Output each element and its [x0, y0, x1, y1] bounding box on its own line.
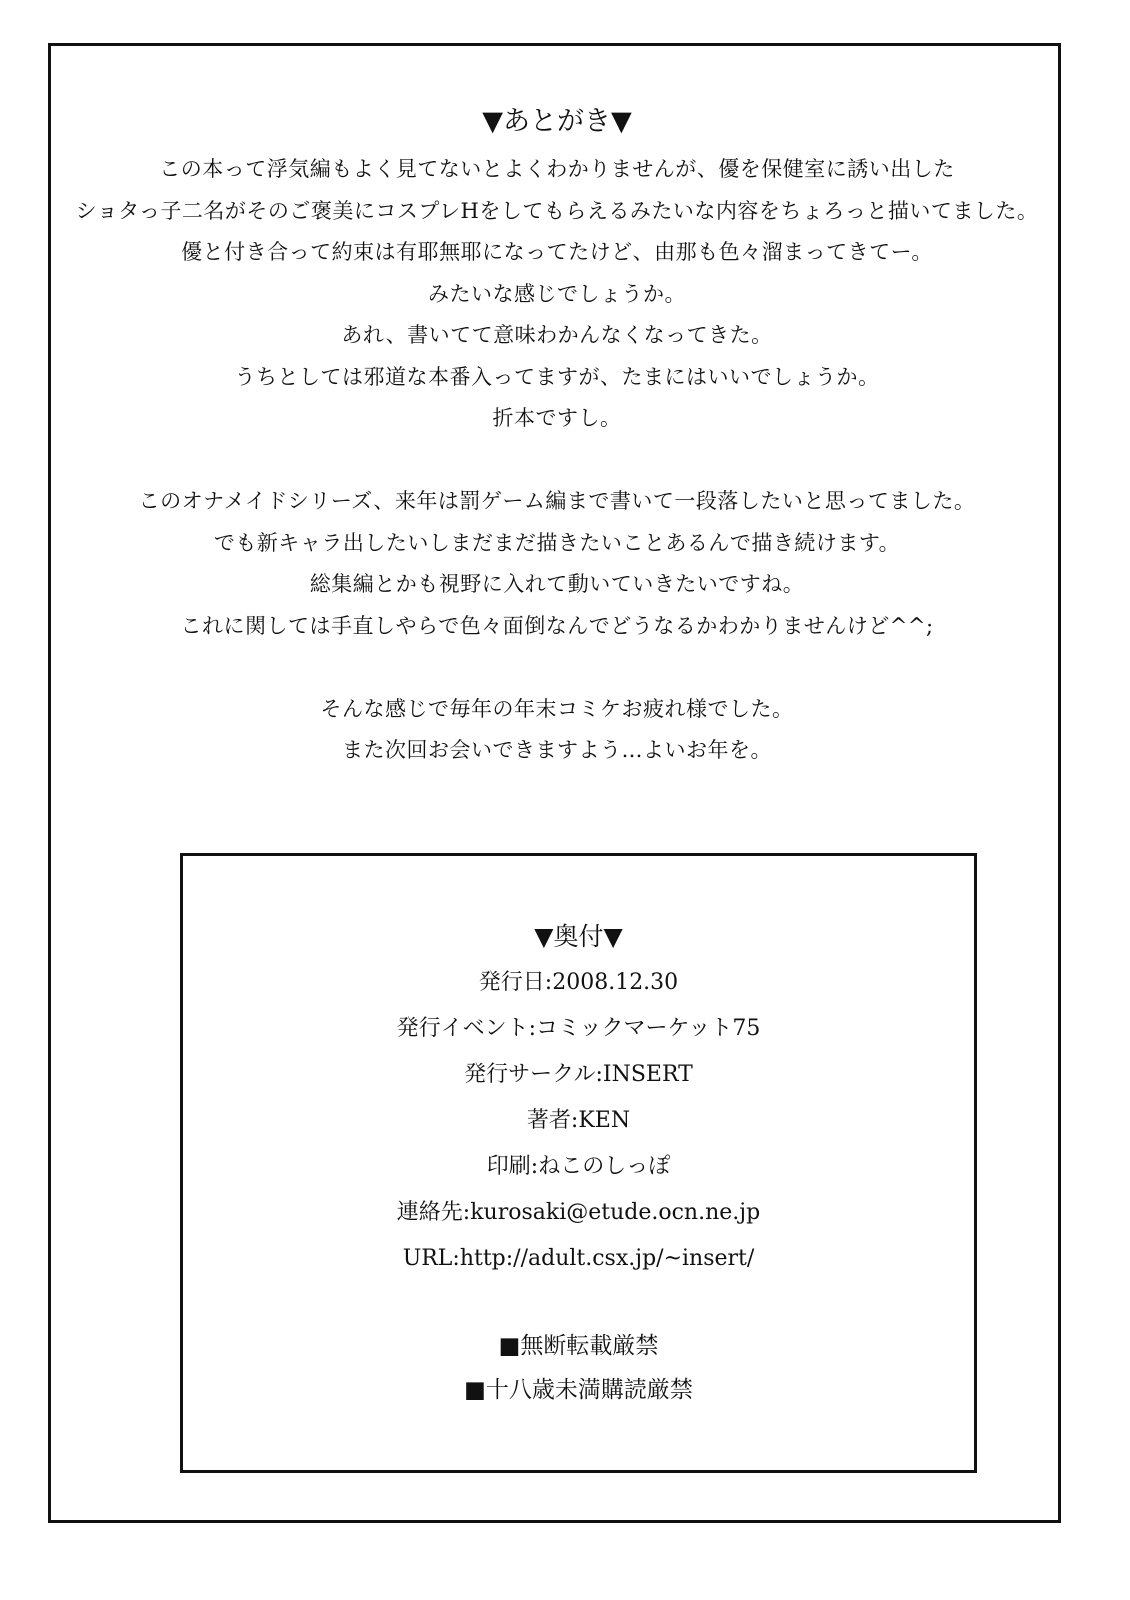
text-line: これに関しては手直しやらで色々面倒なんでどうなるかわかりませんけど^^; [180, 613, 934, 638]
colophon-title: ▼奥付▼ [534, 922, 623, 951]
paragraph-gap [52, 647, 1062, 689]
contact-email: 連絡先:kurosaki@etude.ocn.ne.jp [396, 1200, 761, 1225]
notice-block [183, 1324, 974, 1412]
publish-circle: 発行サークル:INSERT [464, 1062, 693, 1087]
text-line: このオナメイドシリーズ、来年は罰ゲーム編まで書いて一段落したいと思ってました。 [138, 489, 976, 513]
colophon-details [183, 914, 974, 1282]
text-line: 優と付き合って約束は有耶無耶になってたけど、由那も色々溜まってきてー。 [181, 240, 933, 264]
printer: 印刷:ねこのしっぽ [486, 1154, 671, 1179]
afterword-section [52, 95, 1062, 772]
text-line: でも新キャラ出したいしまだまだ描きたいことあるんで描き続けます。 [213, 530, 901, 555]
text-line: この本って浮気編もよく見てないとよくわかりませんが、優を保健室に誘い出した [159, 157, 955, 181]
afterword-paragraph-3 [52, 689, 1062, 772]
text-line: 総集編とかも視野に入れて動いていきたいですね。 [309, 572, 805, 596]
afterword-title: ▼あとがき▼ [482, 106, 632, 137]
publish-date: 発行日:2008.12.30 [478, 970, 679, 995]
colophon-box [180, 853, 977, 1473]
text-line: ショタっ子二名がそのご褒美にコスプレHをしてもらえるみたいな内容をちょろっと描いてました。 [75, 198, 1039, 223]
afterword-paragraph-2 [52, 481, 1062, 647]
text-line: うちとしては邪道な本番入ってますが、たまにはいいでしょうか。 [234, 364, 880, 389]
text-line: あれ、書いてて意味わかんなくなってきた。 [341, 323, 773, 347]
afterword-paragraph-1 [52, 149, 1062, 440]
website-url: URL:http://adult.csx.jp/~insert/ [402, 1246, 755, 1271]
text-line: 折本ですし。 [492, 406, 622, 430]
author: 著者:KEN [526, 1108, 631, 1133]
text-line: そんな感じで毎年の年末コミケお疲れ様でした。 [320, 696, 794, 721]
age-restriction-notice: ■十八歳未満購読厳禁 [464, 1377, 693, 1403]
paragraph-gap [52, 440, 1062, 482]
publish-event: 発行イベント:コミックマーケット75 [396, 1016, 761, 1041]
text-line: また次回お会いできますよう…よいお年を。 [342, 738, 772, 762]
no-reproduction-notice: ■無断転載厳禁 [498, 1333, 659, 1359]
text-line: みたいな感じでしょうか。 [428, 281, 686, 306]
